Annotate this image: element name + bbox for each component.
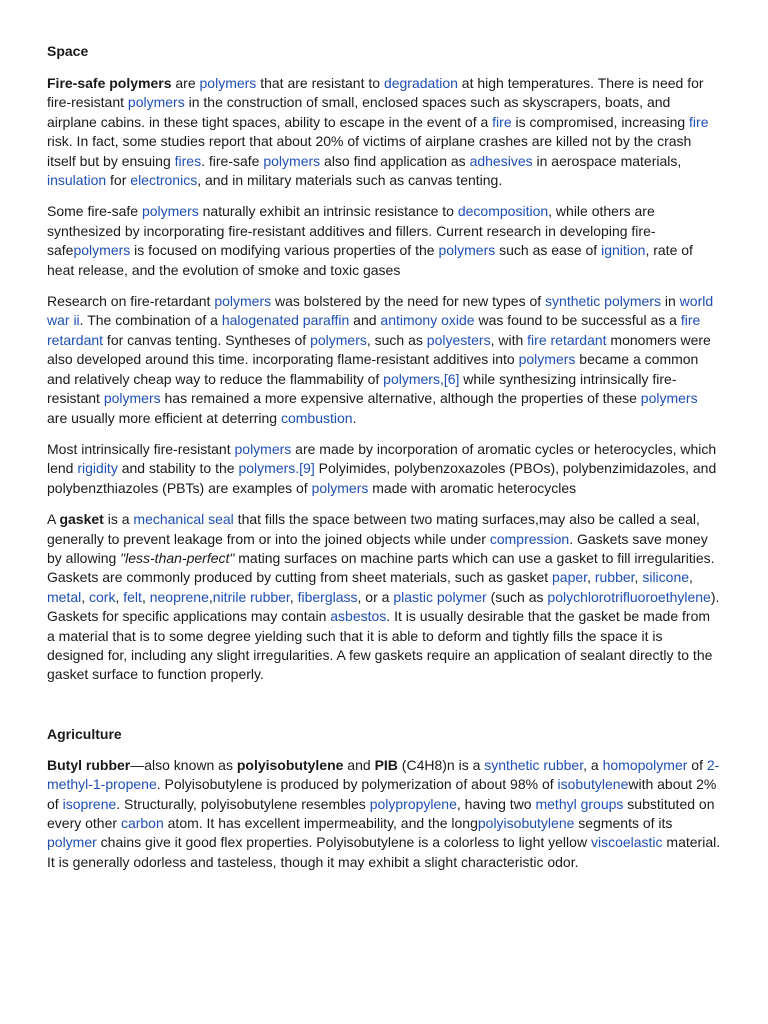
- text-run: made with aromatic heterocycles: [368, 479, 577, 496]
- text-run: monomers were also developed around this time. incorporating flame-resistant additives into: [47, 331, 711, 368]
- text-run: , rate of heat release, and the evolution of smoke and toxic gases: [47, 242, 693, 278]
- text-run: ,: [81, 588, 90, 605]
- text-run: and: [343, 756, 375, 773]
- wiki-link[interactable]: polymers: [73, 242, 131, 259]
- wiki-link[interactable]: degradation: [383, 75, 458, 91]
- bold-term: polyisobutylene: [236, 756, 344, 773]
- wiki-link[interactable]: antimony oxide: [380, 312, 475, 329]
- wiki-link[interactable]: combustion: [280, 409, 353, 426]
- wiki-link[interactable]: isoprene: [62, 795, 117, 812]
- text-run: chains give it good flex properties. Polyisobutylene is a colorless to light yellow: [96, 834, 591, 851]
- wiki-link[interactable]: polymers,[6]: [383, 370, 460, 387]
- wiki-link[interactable]: fiberglass: [297, 588, 358, 605]
- wiki-link[interactable]: neoprene: [149, 588, 209, 605]
- wiki-link[interactable]: fires: [174, 152, 202, 169]
- wiki-link[interactable]: polymers.[9]: [238, 460, 315, 477]
- text-run: that are resistant to: [256, 75, 384, 91]
- text-run: . Polyisobutylene is produced by polymerization of about 98% of: [156, 776, 558, 793]
- wiki-link[interactable]: halogenated paraffin: [221, 312, 350, 329]
- text-run: , and in military materials such as canvas tenting.: [197, 172, 503, 189]
- text-run: segments of its: [574, 815, 673, 831]
- wiki-link[interactable]: mechanical seal: [133, 511, 234, 528]
- wiki-link[interactable]: fire retardant: [527, 331, 607, 348]
- wiki-link[interactable]: fire: [492, 113, 512, 130]
- wiki-link[interactable]: polymers: [310, 331, 367, 348]
- text-run: ,: [141, 588, 150, 605]
- wiki-link[interactable]: metal: [47, 588, 82, 605]
- wiki-link[interactable]: polychlorotrifluoroethylene: [547, 588, 711, 605]
- text-run: , having two: [456, 795, 536, 812]
- wiki-link[interactable]: methyl groups: [535, 795, 624, 812]
- wiki-link[interactable]: decomposition: [457, 203, 549, 220]
- text-run: in aerospace materials,: [532, 152, 682, 169]
- wiki-link[interactable]: silicone: [642, 569, 690, 586]
- text-run: —also known as: [130, 756, 237, 773]
- text-run: was found to be successful as a: [474, 312, 681, 329]
- wiki-link[interactable]: polymer: [47, 834, 97, 851]
- wiki-link[interactable]: adhesives: [469, 152, 533, 169]
- wiki-link[interactable]: polymers: [199, 75, 257, 91]
- text-run: in the construction of small, enclosed spaces such as skyscrapers, boats, and airplane cabins. in these tight spaces, ability to escape in the event of a: [47, 94, 671, 130]
- text-run: atom. It has excellent impermeability, and the long: [163, 815, 478, 831]
- wiki-link[interactable]: polymers: [127, 94, 185, 111]
- text-run: with about 2% of: [47, 776, 717, 812]
- wiki-link[interactable]: asbestos: [330, 608, 387, 625]
- wiki-link[interactable]: polymers: [234, 440, 292, 457]
- text-run: risk. In fact, some studies report that about 20% of victims of airplane crashes are killed not by the crash itself but by ensuing: [47, 133, 692, 169]
- bold-term: gasket: [59, 511, 104, 528]
- text-run: and stability to the: [117, 460, 239, 477]
- bold-term: Fire-safe polymers: [47, 75, 172, 91]
- wiki-link[interactable]: compression: [489, 530, 570, 547]
- wiki-link[interactable]: polymers: [640, 390, 698, 407]
- text-run: in: [660, 293, 680, 310]
- wiki-link[interactable]: viscoelastic: [590, 834, 663, 851]
- wiki-link[interactable]: paper: [552, 569, 588, 586]
- text-run: for canvas tenting. Syntheses of: [103, 331, 311, 348]
- paragraph-gasket: [47, 510, 721, 685]
- wiki-link[interactable]: polymers: [263, 152, 321, 169]
- paragraph-aromatic-heterocycles: [47, 440, 721, 498]
- text-run: material. It is generally odorless and tasteless, though it may exhibit a slight characteristic odor.: [47, 834, 721, 870]
- text-run: for: [106, 172, 131, 189]
- text-run: ,: [634, 569, 643, 586]
- wiki-link[interactable]: world war ii: [47, 293, 714, 329]
- text-run: . fire-safe: [201, 152, 264, 169]
- text-run: substituted on every other: [47, 795, 715, 831]
- wiki-link[interactable]: 2-methyl-1-propene: [47, 756, 720, 793]
- text-run: mating surfaces on machine parts which can use a gasket to fill irregularities. Gaskets are commonly produced by cutting from sheet materials, such as gasket: [47, 549, 715, 586]
- text-run: while synthesizing intrinsically fire-resistant: [47, 370, 677, 407]
- wiki-link[interactable]: fire: [689, 113, 709, 130]
- section-heading-agriculture: Agriculture: [47, 725, 122, 742]
- wiki-link[interactable]: polyisobutylene: [477, 815, 575, 831]
- wiki-link[interactable]: fire retardant: [47, 312, 701, 348]
- wiki-link[interactable]: cork: [89, 588, 116, 605]
- text-run: are made by incorporation of aromatic cycles or heterocycles, which lend: [47, 440, 717, 477]
- text-run: , a: [583, 756, 603, 773]
- bold-term: PIB: [374, 756, 398, 773]
- wiki-link[interactable]: plastic polymer: [393, 588, 487, 605]
- text-run: has remained a more expensive alternative, although the properties of these: [160, 390, 641, 407]
- italic-text: "less-than-perfect": [120, 549, 235, 566]
- text-run: Most intrinsically fire-resistant: [47, 440, 235, 457]
- text-run: are usually more efficient at deterring: [47, 409, 281, 426]
- text-run: (C4H8)n is a: [397, 756, 485, 773]
- wiki-link[interactable]: polyesters: [426, 331, 491, 348]
- text-run: Polyimides, polybenzoxazoles (PBOs), polybenzimidazoles, and polybenzthiazoles (PBTs) are examples of: [47, 460, 717, 496]
- wiki-link[interactable]: rigidity: [77, 460, 118, 477]
- wiki-link[interactable]: felt: [123, 588, 142, 605]
- text-run: Some fire-safe: [47, 203, 142, 220]
- section-heading-space: Space: [47, 43, 89, 59]
- text-run: is a: [103, 511, 134, 528]
- wiki-link[interactable]: electronics: [130, 172, 198, 189]
- text-run: , while others are synthesized by incorporating fire-resistant additives and fillers. Current research in developing fire-safe: [47, 203, 656, 259]
- wiki-link[interactable]: ignition: [601, 242, 646, 259]
- paragraph-fire-retardant-research: [47, 292, 721, 428]
- wiki-link[interactable]: synthetic polymers: [545, 293, 661, 310]
- text-run: A: [47, 511, 60, 528]
- wiki-link[interactable]: polymers: [214, 293, 272, 310]
- wiki-link[interactable]: nitrile rubber: [212, 588, 290, 605]
- text-run: (such as: [486, 588, 548, 605]
- wiki-link[interactable]: synthetic rubber: [484, 756, 584, 773]
- text-run: was bolstered by the need for new types of: [271, 293, 546, 310]
- wiki-link[interactable]: polypropylene: [369, 795, 457, 812]
- text-run: is focused on modifying various properties of the: [130, 242, 439, 259]
- text-run: . Gaskets save money by allowing: [47, 530, 708, 566]
- text-run: .: [352, 409, 357, 426]
- wiki-link[interactable]: polymers: [438, 242, 496, 259]
- wiki-link[interactable]: insulation: [47, 172, 107, 189]
- text-run: , with: [490, 331, 528, 348]
- bold-term: Butyl rubber: [47, 756, 131, 773]
- wiki-link[interactable]: isobutylene: [557, 776, 629, 793]
- text-run: are: [171, 75, 200, 91]
- paragraph-fire-safe-polymers: [47, 74, 721, 190]
- text-run: is compromised, increasing: [511, 113, 690, 130]
- text-run: ,: [115, 588, 124, 605]
- text-run: of: [687, 756, 707, 773]
- wiki-link[interactable]: homopolymer: [602, 756, 688, 773]
- text-run: . It is usually desirable that the gasket be made from a material that is to some degree yielding such that it is able to deform and tightly fills the space it is designed for, including any slight irregularities. A few gaskets require an application of sealant directly to the gasket surface to function properly.: [47, 608, 713, 683]
- text-run: ,: [208, 588, 213, 605]
- paragraph-butyl-rubber: [47, 756, 721, 872]
- text-run: and: [349, 312, 381, 329]
- text-run: such as ease of: [495, 242, 602, 259]
- text-run: ,: [689, 569, 693, 586]
- wiki-link[interactable]: polymers: [141, 203, 199, 220]
- wiki-link[interactable]: polymers: [311, 479, 369, 496]
- text-run: . Structurally, polyisobutylene resembles: [116, 795, 370, 812]
- text-run: , or a: [357, 588, 394, 605]
- text-run: at high temperatures. There is need for fire-resistant: [47, 75, 704, 111]
- wiki-link[interactable]: carbon: [120, 815, 164, 831]
- text-run: Research on fire-retardant: [47, 293, 215, 310]
- text-run: , such as: [366, 331, 427, 348]
- text-run: ,: [289, 588, 298, 605]
- wiki-link[interactable]: polymers: [518, 351, 576, 368]
- paragraph-intrinsic-resistance: [47, 202, 721, 280]
- wiki-link[interactable]: polymers: [103, 390, 161, 407]
- text-run: ). Gaskets for specific applications may contain: [47, 588, 720, 625]
- text-run: became a common and relatively cheap way to reduce the flammability of: [47, 351, 699, 387]
- text-run: ,: [587, 569, 595, 586]
- text-run: . The combination of a: [79, 312, 222, 329]
- text-run: naturally exhibit an intrinsic resistance to: [198, 203, 458, 220]
- text-run: also find application as: [320, 152, 470, 169]
- text-run: that fills the space between two mating surfaces,may also be called a seal, generally to prevent leakage from or into the joined objects while under: [47, 511, 700, 547]
- wiki-link[interactable]: rubber: [594, 569, 635, 586]
